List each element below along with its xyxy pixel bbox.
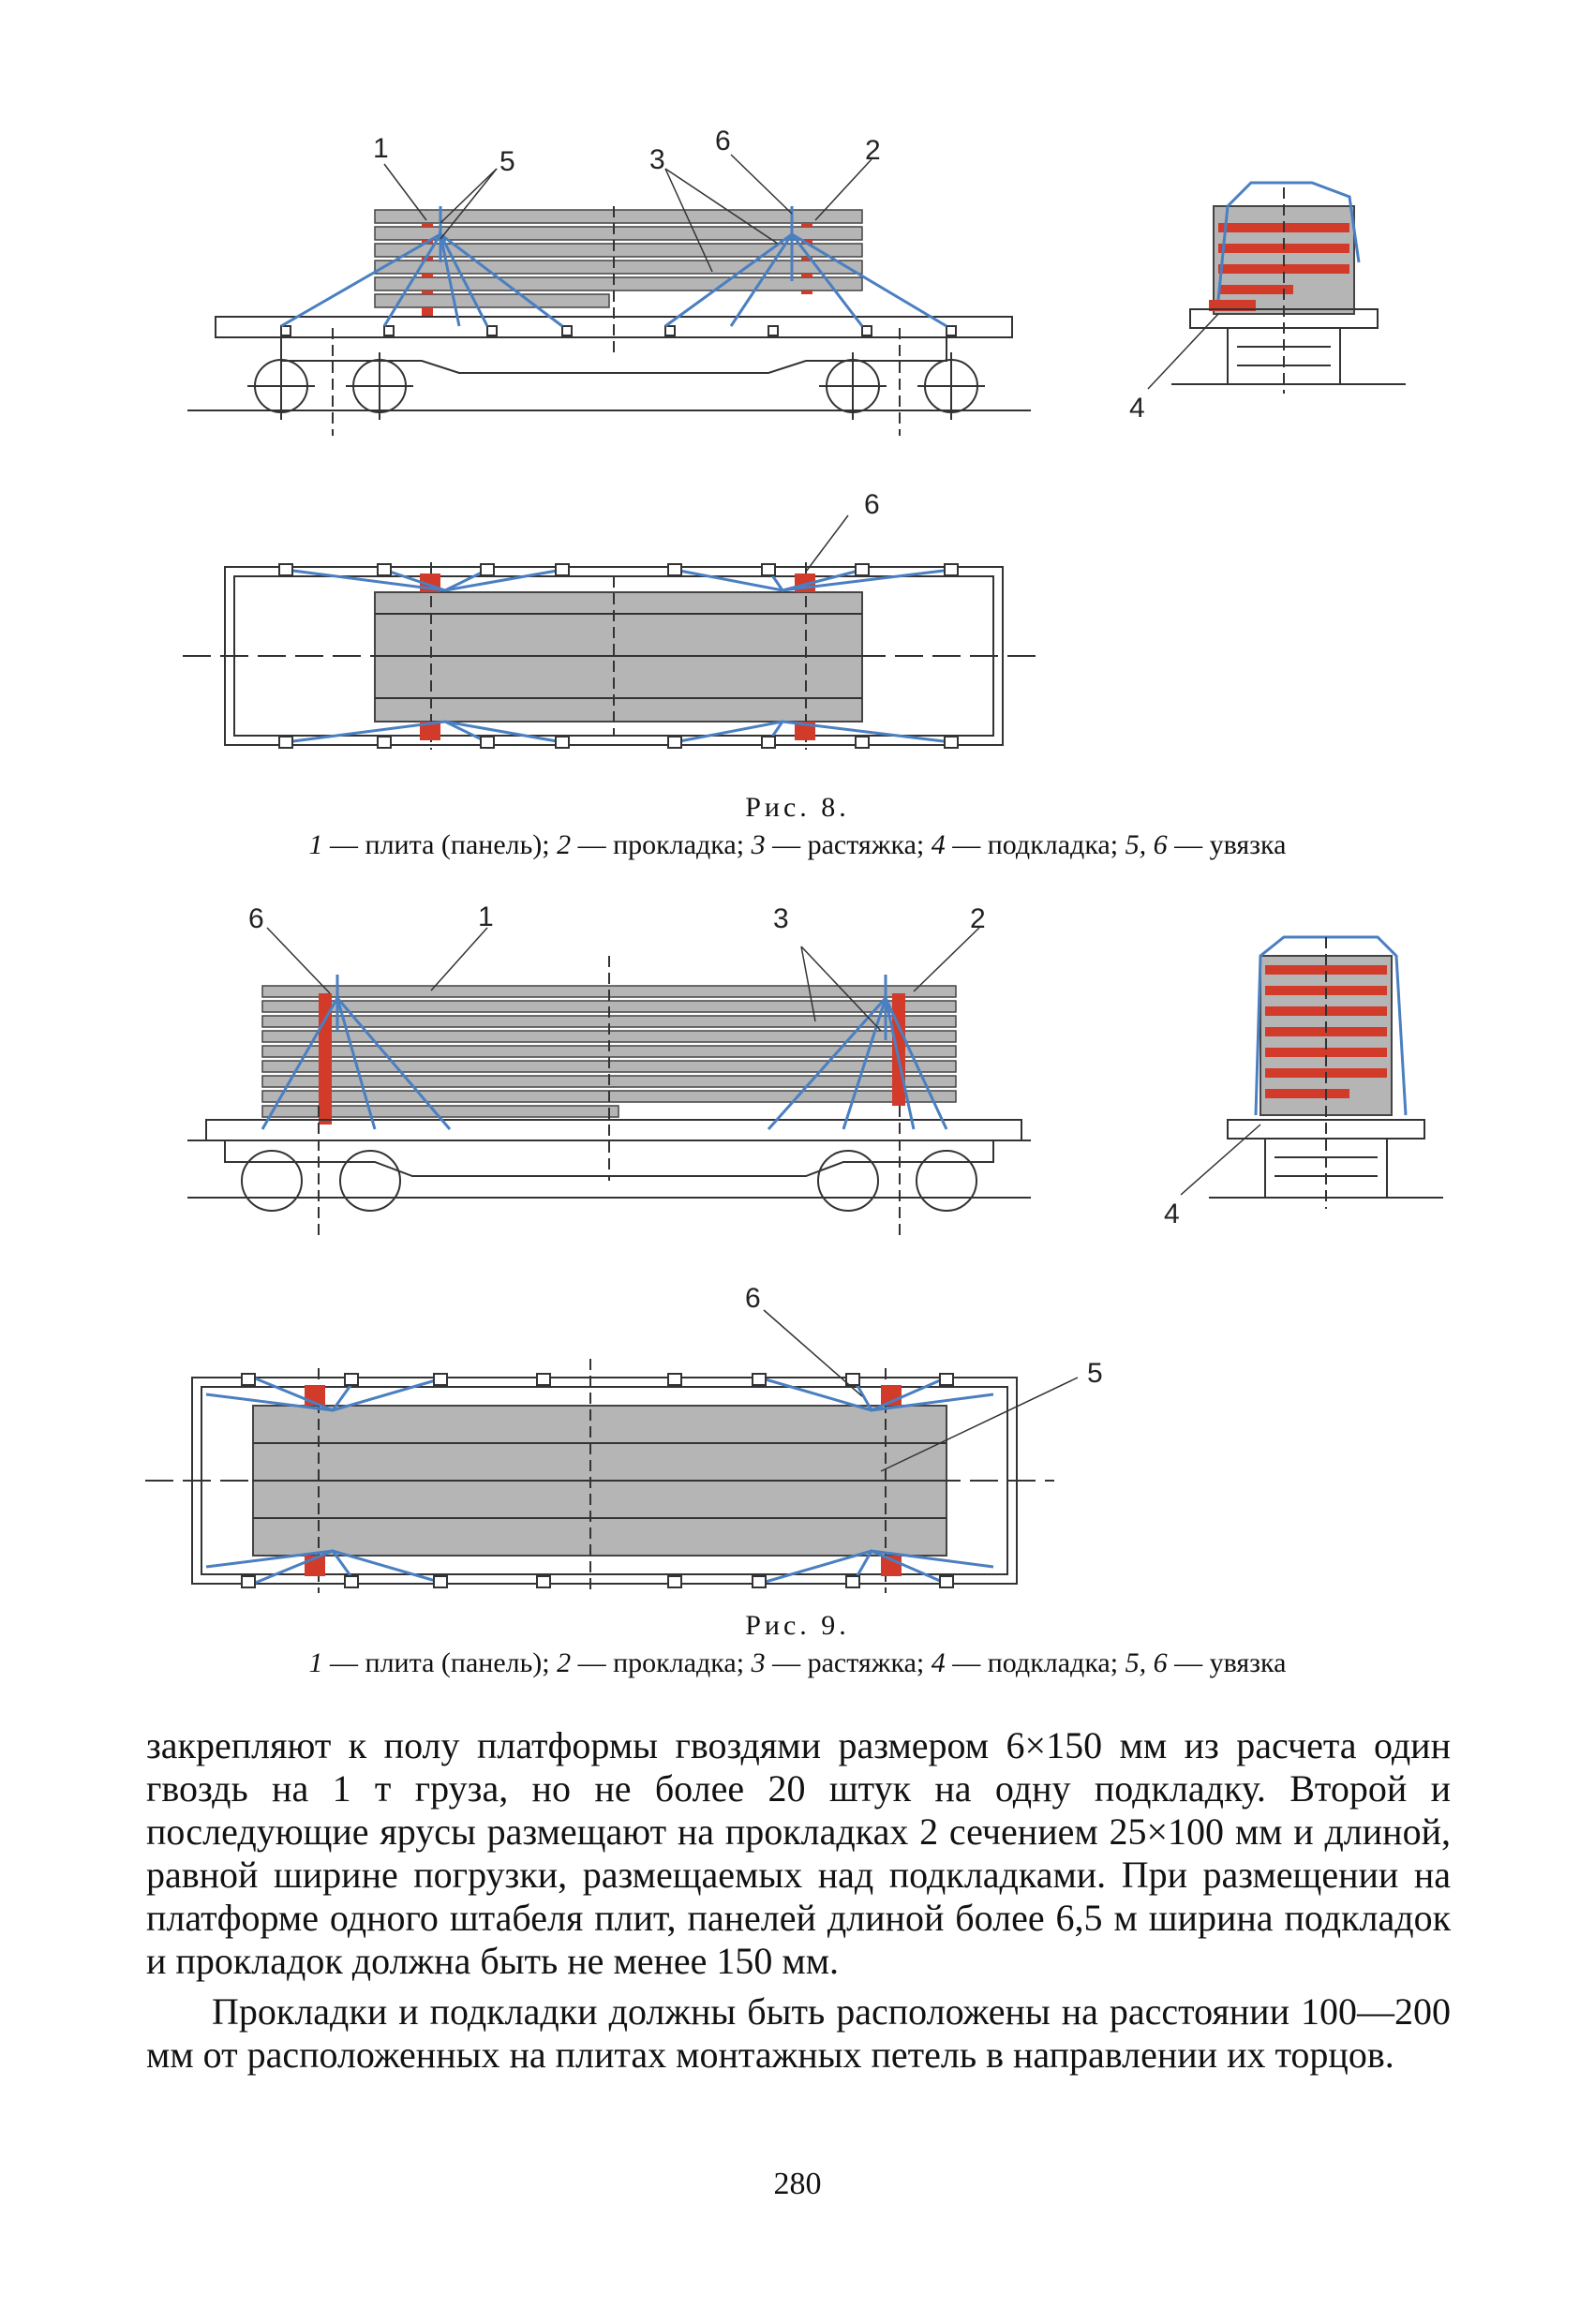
page-number: 280 [773,2167,822,2201]
figure-8-drawing [0,112,1595,787]
fig9-side-view [187,928,1031,1237]
fig9-plan-label-5: 5 [1087,1358,1103,1389]
fig8-label-3: 3 [649,144,665,175]
paragraph-1: закрепляют к полу платформы гвоздями размером 6×150 мм из расчета один гвоздь на 1 т груза, но не более 20 штук на одну подкладку. Второй и последующие ярусы размещают на прокладках 2 сечением 25×100 мм и длиной, равной ширине погрузки, размещаемых над подкладками. При размещении на платформе одного штабеля плит, панелей длиной более 6,5 м ширина подкладок и прокладок должна быть не менее 150 мм. [146,1724,1451,1982]
fig8-label-5: 5 [499,146,515,177]
fig8-end-view [1148,183,1406,394]
fig9-end-view [1181,937,1443,1209]
fig9-plan-label-6: 6 [745,1283,761,1314]
figure-8-title: Рис. 8. [745,792,850,823]
body-text [146,1724,1451,2077]
fig8-label-6: 6 [715,126,731,156]
fig8-side-view [187,155,1031,436]
fig8-label-1: 1 [373,133,389,164]
fig8-label-4: 4 [1129,393,1145,424]
figure-9-drawing [0,900,1595,1612]
figure-9-legend: 1 — плита (панель); 2 — прокладка; 3 — растяжка; 4 — подкладка; 5, 6 — увязка [308,1647,1287,1678]
fig8-label-2: 2 [865,135,881,166]
fig8-plan-view [183,515,1045,750]
fig9-label-2: 2 [970,903,986,934]
fig8-plan-label-6: 6 [864,489,880,520]
figure-9-title: Рис. 9. [745,1610,850,1641]
fig9-label-3: 3 [773,903,789,934]
fig9-label-1: 1 [478,901,494,932]
fig9-plan-view [145,1310,1078,1593]
fig9-label-6: 6 [248,903,264,934]
figure-8-legend: 1 — плита (панель); 2 — прокладка; 3 — растяжка; 4 — подкладка; 5, 6 — увязка [308,829,1287,860]
fig9-label-4: 4 [1164,1199,1180,1229]
paragraph-2: Прокладки и подкладки должны быть расположены на расстоянии 100—200 мм от расположенных на плитах монтажных петель в направлении их торцов. [146,1990,1451,2076]
